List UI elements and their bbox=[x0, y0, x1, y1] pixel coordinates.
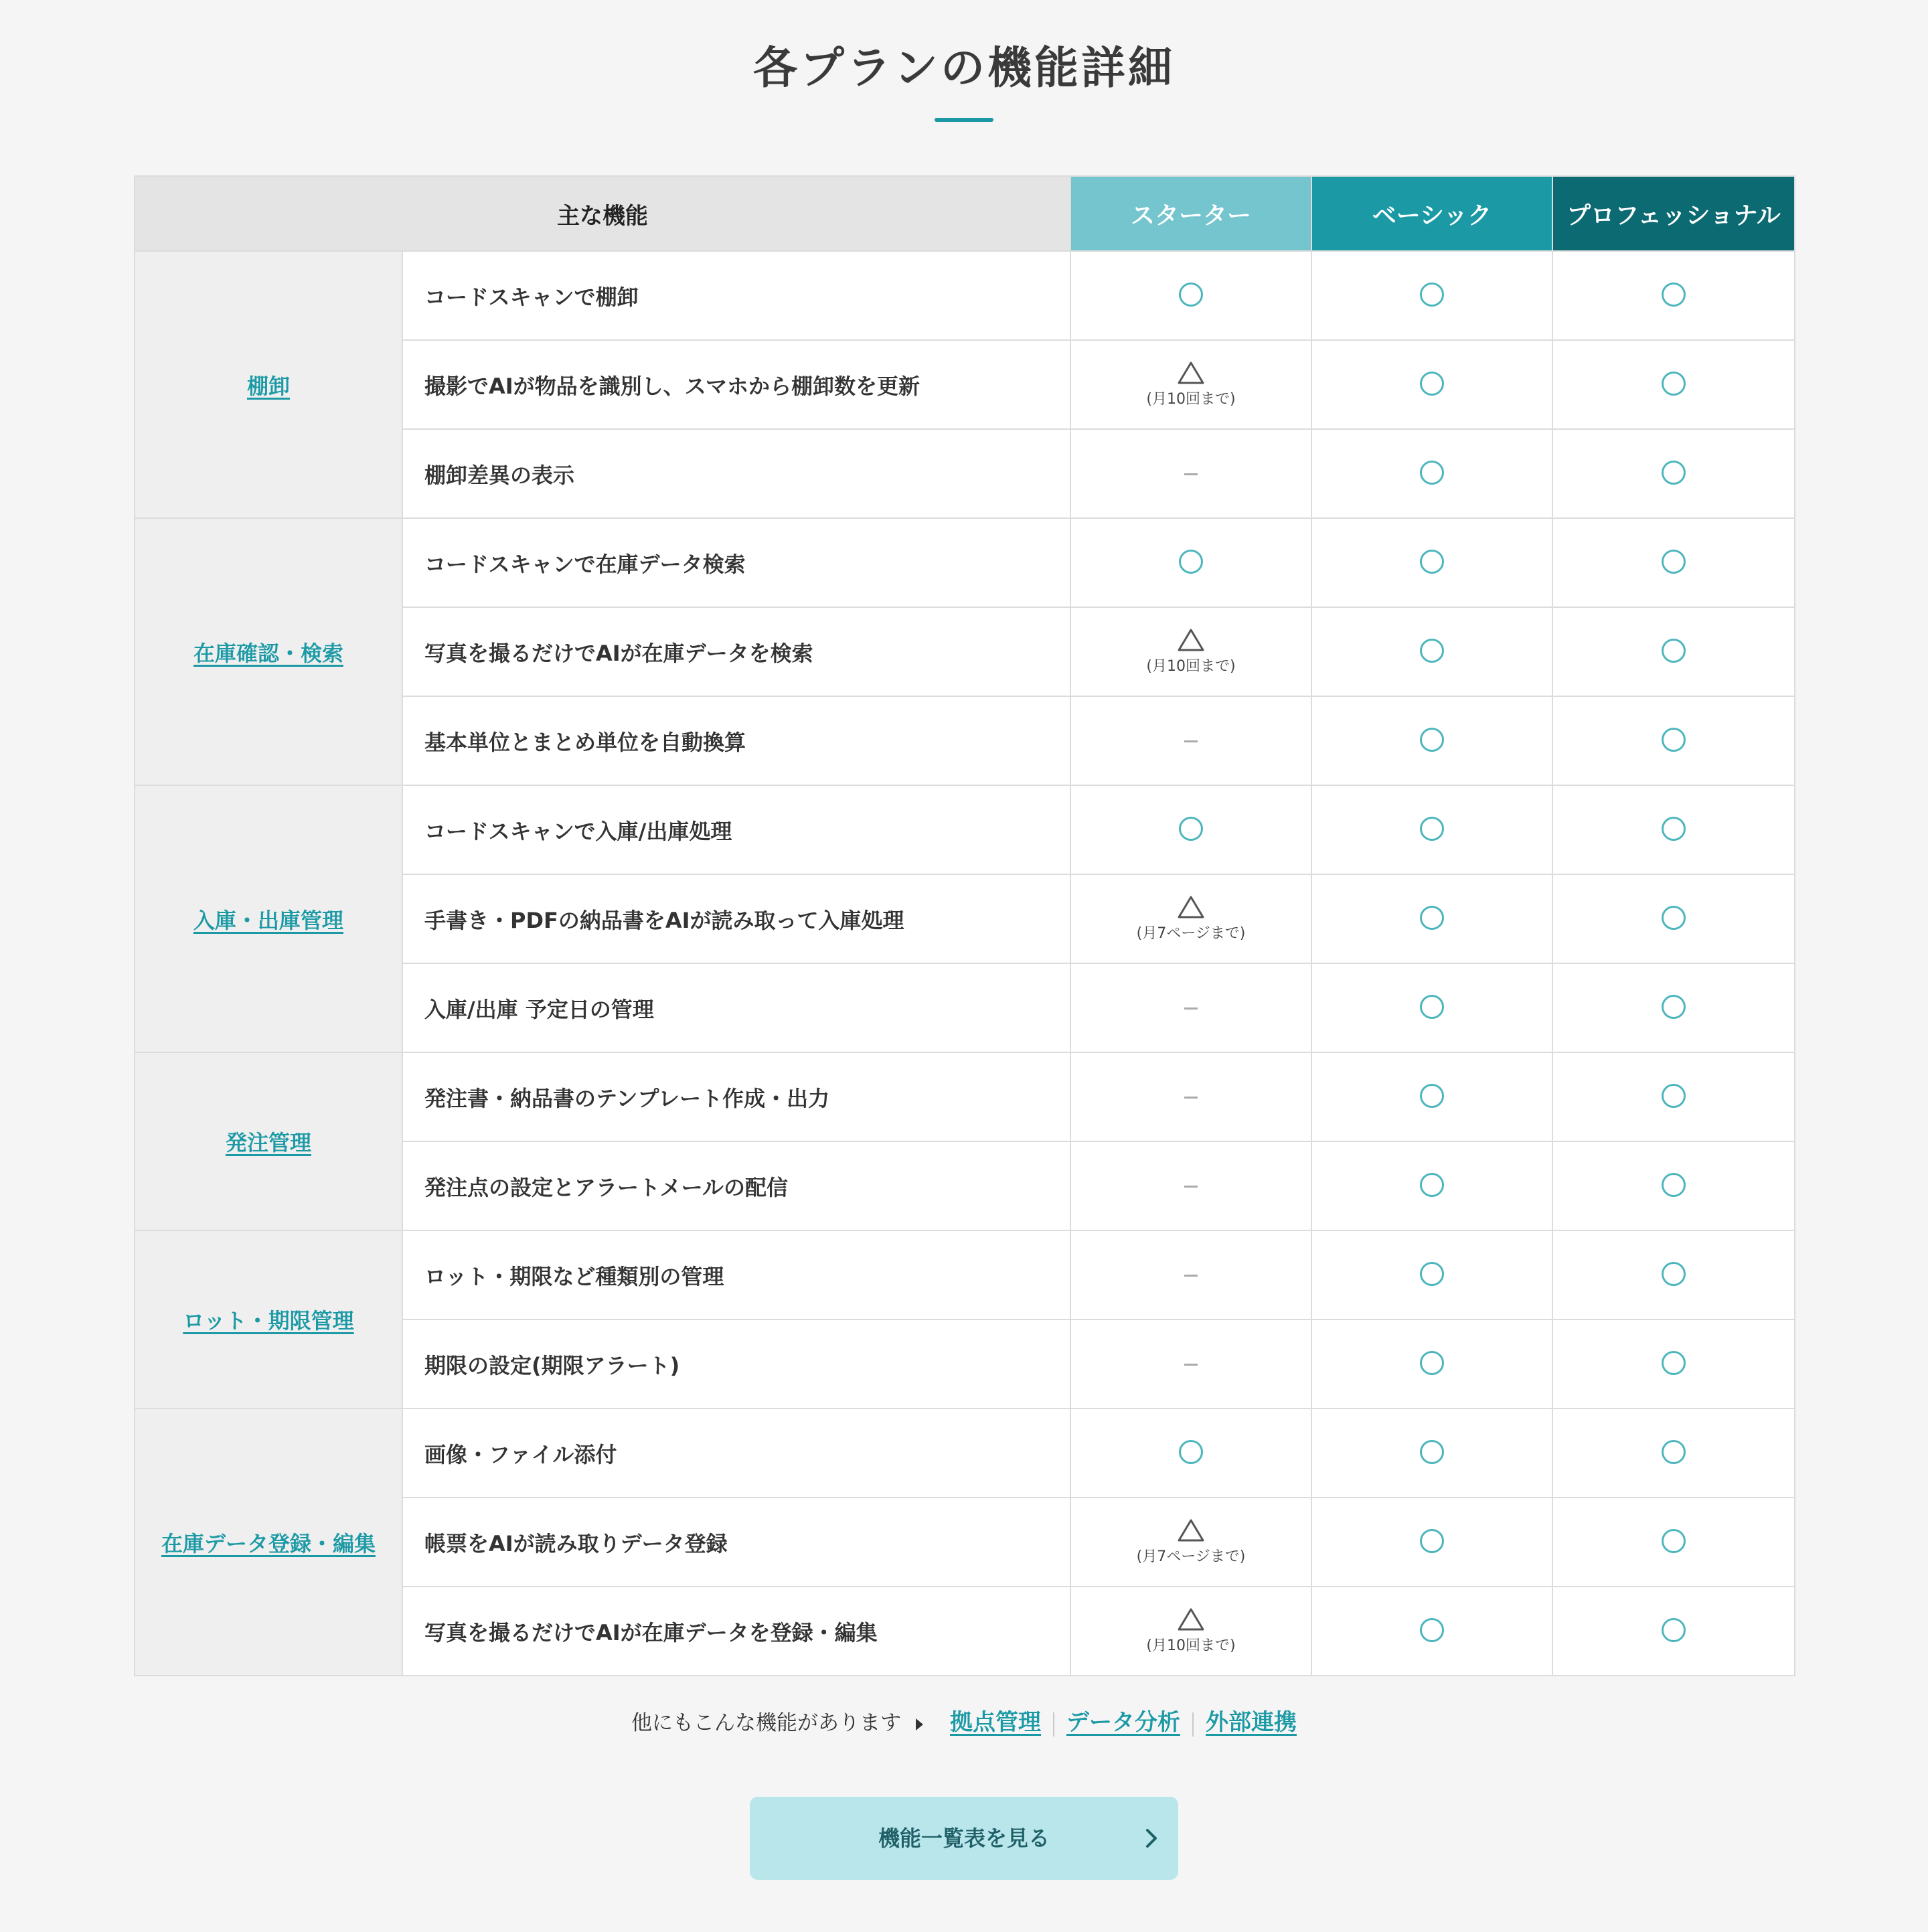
availability-starter bbox=[1070, 1587, 1311, 1676]
feature-name: 写真を撮るだけでAIが在庫データを検索 bbox=[402, 607, 1070, 696]
availability-professional bbox=[1552, 963, 1795, 1052]
unavailable-dash-icon bbox=[1184, 1008, 1198, 1010]
limited-triangle-icon bbox=[1177, 361, 1205, 385]
availability-professional bbox=[1552, 607, 1795, 696]
unavailable-dash-icon bbox=[1184, 1364, 1198, 1366]
link-base-management[interactable]: 拠点管理 bbox=[950, 1709, 1041, 1736]
divider bbox=[1053, 1712, 1054, 1737]
table-row bbox=[135, 518, 1795, 607]
availability-professional bbox=[1552, 1587, 1795, 1676]
plan-header-basic: ベーシック bbox=[1311, 176, 1552, 251]
category-link[interactable]: 入庫・出庫管理 bbox=[193, 907, 343, 933]
availability-basic bbox=[1311, 340, 1552, 429]
limited-availability bbox=[1137, 895, 1246, 943]
feature-name: コードスキャンで棚卸 bbox=[402, 251, 1070, 340]
availability-basic bbox=[1311, 251, 1552, 340]
available-circle-icon bbox=[1662, 1084, 1686, 1108]
cta-label: 機能一覧表を見る bbox=[878, 1826, 1050, 1851]
available-circle-icon bbox=[1179, 817, 1203, 841]
available-circle-icon bbox=[1662, 728, 1686, 752]
availability-basic bbox=[1311, 1141, 1552, 1230]
available-circle-icon bbox=[1420, 1084, 1444, 1108]
feature-name: コードスキャンで入庫/出庫処理 bbox=[402, 785, 1070, 874]
availability-professional bbox=[1552, 1230, 1795, 1319]
feature-name: 発注書・納品書のテンプレート作成・出力 bbox=[402, 1052, 1070, 1141]
category-cell bbox=[135, 1052, 402, 1230]
available-circle-icon bbox=[1662, 1262, 1686, 1286]
availability-basic bbox=[1311, 963, 1552, 1052]
limit-note: (月10回まで) bbox=[1146, 1637, 1236, 1654]
limit-note: (月7ページまで) bbox=[1136, 1548, 1246, 1565]
limited-availability bbox=[1137, 1518, 1246, 1566]
availability-starter bbox=[1070, 340, 1311, 429]
available-circle-icon bbox=[1662, 372, 1686, 396]
page-title: 各プランの機能詳細 bbox=[753, 42, 1175, 94]
available-circle-icon bbox=[1662, 1618, 1686, 1642]
category-cell bbox=[135, 1408, 402, 1676]
category-cell bbox=[135, 518, 402, 785]
feature-name: 帳票をAIが読み取りデータ登録 bbox=[402, 1498, 1070, 1587]
availability-starter bbox=[1070, 1052, 1311, 1141]
availability-basic bbox=[1311, 696, 1552, 785]
table-row bbox=[135, 1408, 1795, 1498]
table-header-row bbox=[135, 176, 1795, 251]
feature-comparison-table bbox=[134, 175, 1795, 1676]
feature-name: 棚卸差異の表示 bbox=[402, 429, 1070, 518]
available-circle-icon bbox=[1420, 906, 1444, 930]
available-circle-icon bbox=[1420, 995, 1444, 1019]
availability-starter bbox=[1070, 1319, 1311, 1408]
feature-name: ロット・期限など種類別の管理 bbox=[402, 1230, 1070, 1319]
availability-basic bbox=[1311, 1052, 1552, 1141]
limited-availability bbox=[1146, 361, 1235, 408]
category-link[interactable]: 在庫確認・検索 bbox=[193, 640, 343, 666]
availability-professional bbox=[1552, 874, 1795, 963]
available-circle-icon bbox=[1179, 283, 1203, 307]
more-features-text: 他にもこんな機能があります bbox=[631, 1711, 901, 1735]
availability-professional bbox=[1552, 340, 1795, 429]
category-cell bbox=[135, 785, 402, 1052]
feature-name: 期限の設定(期限アラート) bbox=[402, 1319, 1070, 1408]
available-circle-icon bbox=[1662, 995, 1686, 1019]
available-circle-icon bbox=[1420, 1529, 1444, 1553]
availability-basic bbox=[1311, 785, 1552, 874]
feature-name: 手書き・PDFの納品書をAIが読み取って入庫処理 bbox=[402, 874, 1070, 963]
available-circle-icon bbox=[1662, 639, 1686, 663]
limit-note: (月10回まで) bbox=[1146, 658, 1236, 675]
availability-professional bbox=[1552, 518, 1795, 607]
availability-starter bbox=[1070, 963, 1311, 1052]
view-feature-list-button[interactable] bbox=[750, 1797, 1178, 1880]
feature-name: 入庫/出庫 予定日の管理 bbox=[402, 963, 1070, 1052]
availability-basic bbox=[1311, 1408, 1552, 1498]
available-circle-icon bbox=[1420, 1618, 1444, 1642]
availability-professional bbox=[1552, 785, 1795, 874]
available-circle-icon bbox=[1662, 283, 1686, 307]
availability-basic bbox=[1311, 1230, 1552, 1319]
availability-professional bbox=[1552, 251, 1795, 340]
availability-starter bbox=[1070, 1408, 1311, 1498]
category-cell bbox=[135, 1230, 402, 1408]
plan-header-starter: スターター bbox=[1070, 176, 1311, 251]
limited-availability bbox=[1146, 628, 1235, 675]
availability-starter bbox=[1070, 696, 1311, 785]
limited-triangle-icon bbox=[1177, 895, 1205, 919]
unavailable-dash-icon bbox=[1184, 473, 1198, 475]
feature-name: 写真を撮るだけでAIが在庫データを登録・編集 bbox=[402, 1587, 1070, 1676]
availability-professional bbox=[1552, 429, 1795, 518]
availability-professional bbox=[1552, 696, 1795, 785]
available-circle-icon bbox=[1662, 550, 1686, 574]
availability-starter bbox=[1070, 785, 1311, 874]
table-row bbox=[135, 1052, 1795, 1141]
available-circle-icon bbox=[1662, 906, 1686, 930]
availability-basic bbox=[1311, 1498, 1552, 1587]
availability-starter bbox=[1070, 1230, 1311, 1319]
table-row bbox=[135, 1230, 1795, 1319]
limited-triangle-icon bbox=[1177, 628, 1205, 652]
plan-header-professional: プロフェッショナル bbox=[1552, 176, 1795, 251]
available-circle-icon bbox=[1179, 550, 1203, 574]
availability-basic bbox=[1311, 1319, 1552, 1408]
feature-name: 画像・ファイル添付 bbox=[402, 1408, 1070, 1498]
availability-professional bbox=[1552, 1319, 1795, 1408]
availability-starter bbox=[1070, 429, 1311, 518]
availability-starter bbox=[1070, 607, 1311, 696]
available-circle-icon bbox=[1179, 1440, 1203, 1464]
availability-basic bbox=[1311, 518, 1552, 607]
availability-professional bbox=[1552, 1408, 1795, 1498]
category-cell bbox=[135, 251, 402, 518]
availability-starter bbox=[1070, 518, 1311, 607]
more-features bbox=[0, 1706, 1928, 1740]
limit-note: (月7ページまで) bbox=[1136, 925, 1246, 942]
limited-triangle-icon bbox=[1177, 1518, 1205, 1542]
availability-professional bbox=[1552, 1498, 1795, 1587]
header-main-features: 主な機能 bbox=[135, 176, 1070, 251]
unavailable-dash-icon bbox=[1184, 1097, 1198, 1099]
available-circle-icon bbox=[1420, 817, 1444, 841]
table-row bbox=[135, 785, 1795, 874]
available-circle-icon bbox=[1420, 728, 1444, 752]
availability-basic bbox=[1311, 429, 1552, 518]
available-circle-icon bbox=[1662, 817, 1686, 841]
available-circle-icon bbox=[1662, 1351, 1686, 1375]
available-circle-icon bbox=[1420, 283, 1444, 307]
availability-basic bbox=[1311, 607, 1552, 696]
caret-right-icon bbox=[916, 1718, 923, 1730]
unavailable-dash-icon bbox=[1184, 740, 1198, 742]
available-circle-icon bbox=[1420, 372, 1444, 396]
available-circle-icon bbox=[1662, 1173, 1686, 1197]
category-link[interactable]: 発注管理 bbox=[225, 1130, 311, 1155]
available-circle-icon bbox=[1420, 1173, 1444, 1197]
category-link[interactable]: 在庫データ登録・編集 bbox=[161, 1530, 376, 1556]
available-circle-icon bbox=[1420, 639, 1444, 663]
availability-starter bbox=[1070, 251, 1311, 340]
available-circle-icon bbox=[1420, 1440, 1444, 1464]
unavailable-dash-icon bbox=[1184, 1186, 1198, 1188]
feature-name: 撮影でAIが物品を識別し、スマホから棚卸数を更新 bbox=[402, 340, 1070, 429]
availability-basic bbox=[1311, 1587, 1552, 1676]
available-circle-icon bbox=[1662, 1529, 1686, 1553]
available-circle-icon bbox=[1420, 1351, 1444, 1375]
category-link[interactable]: ロット・期限管理 bbox=[183, 1308, 354, 1334]
limited-availability bbox=[1146, 1607, 1235, 1655]
available-circle-icon bbox=[1662, 1440, 1686, 1464]
available-circle-icon bbox=[1420, 1262, 1444, 1286]
chevron-right-icon bbox=[1142, 1828, 1161, 1849]
table-body bbox=[135, 251, 1795, 1676]
availability-professional bbox=[1552, 1052, 1795, 1141]
table-row bbox=[135, 251, 1795, 340]
availability-starter bbox=[1070, 1141, 1311, 1230]
feature-name: 発注点の設定とアラートメールの配信 bbox=[402, 1141, 1070, 1230]
available-circle-icon bbox=[1420, 550, 1444, 574]
availability-starter bbox=[1070, 1498, 1311, 1587]
link-data-analysis[interactable]: データ分析 bbox=[1066, 1709, 1180, 1736]
category-link[interactable]: 棚卸 bbox=[246, 373, 290, 399]
link-external-integration[interactable]: 外部連携 bbox=[1206, 1709, 1297, 1736]
divider bbox=[1192, 1712, 1194, 1737]
limit-note: (月10回まで) bbox=[1146, 391, 1236, 408]
available-circle-icon bbox=[1662, 461, 1686, 485]
feature-name: 基本単位とまとめ単位を自動換算 bbox=[402, 696, 1070, 785]
availability-starter bbox=[1070, 874, 1311, 963]
available-circle-icon bbox=[1420, 461, 1444, 485]
limited-triangle-icon bbox=[1177, 1607, 1205, 1631]
title-underline bbox=[935, 118, 993, 122]
unavailable-dash-icon bbox=[1184, 1275, 1198, 1277]
feature-name: コードスキャンで在庫データ検索 bbox=[402, 518, 1070, 607]
availability-basic bbox=[1311, 874, 1552, 963]
availability-professional bbox=[1552, 1141, 1795, 1230]
